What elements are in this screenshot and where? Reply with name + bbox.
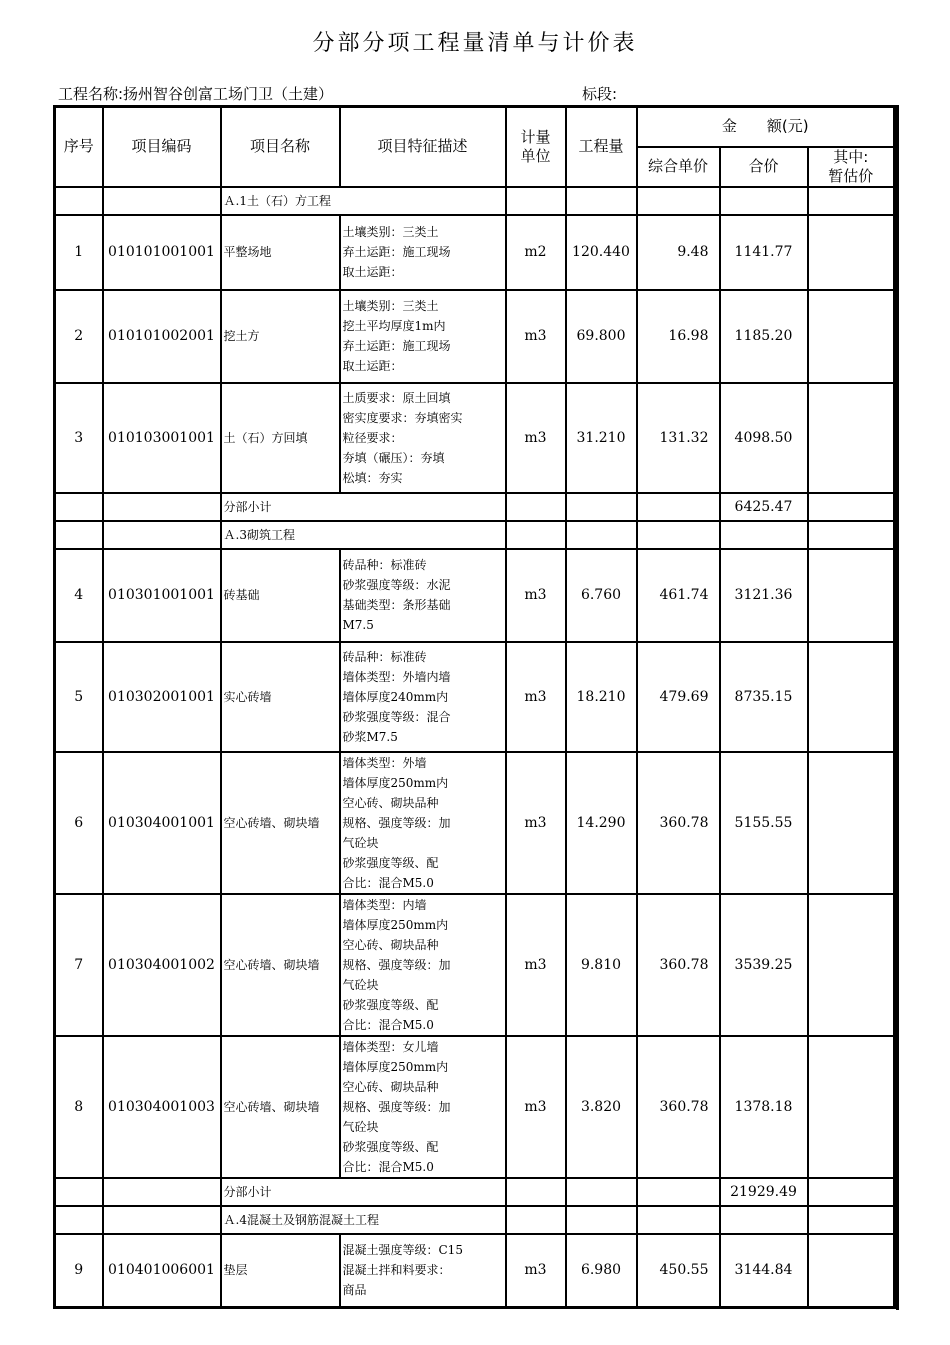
section-title: Ａ.4混凝土及钢筋混凝土工程	[221, 1206, 506, 1234]
row-provisional	[808, 1036, 895, 1178]
row-provisional	[808, 894, 895, 1036]
table-row	[55, 383, 895, 493]
row-unit-price: 479.69	[637, 642, 720, 752]
row-qty: 31.210	[566, 383, 637, 493]
row-qty: 9.810	[566, 894, 637, 1036]
table-row	[55, 1036, 895, 1178]
empty-cell	[566, 1206, 637, 1234]
table-row	[55, 752, 895, 894]
row-desc: 混凝土强度等级：C15 混凝土拌和料要求： 商品	[340, 1234, 506, 1308]
row-total: 4098.50	[720, 383, 808, 493]
row-desc: 土质要求：原土回填 密实度要求：夯填密实 粒径要求： 夯填（碾压）：夯填 松填：夯实	[340, 383, 506, 493]
empty-cell	[103, 1178, 221, 1206]
empty-cell	[808, 1178, 895, 1206]
empty-cell	[55, 187, 103, 215]
row-unit: m3	[506, 894, 566, 1036]
empty-cell	[808, 1206, 895, 1234]
row-provisional	[808, 215, 895, 290]
table-row	[55, 1234, 895, 1308]
empty-cell	[103, 521, 221, 549]
section-row	[55, 1206, 895, 1234]
row-provisional	[808, 383, 895, 493]
empty-cell	[566, 521, 637, 549]
row-qty: 14.290	[566, 752, 637, 894]
empty-cell	[103, 1206, 221, 1234]
table-row	[55, 549, 895, 642]
subtotal-row	[55, 493, 895, 521]
subtotal-value: 6425.47	[720, 493, 808, 521]
row-desc: 土壤类别：三类土 弃土运距：施工现场 取土运距：	[340, 215, 506, 290]
row-unit-price: 360.78	[637, 1036, 720, 1178]
empty-cell	[637, 493, 720, 521]
row-seq: 6	[55, 752, 103, 894]
row-provisional	[808, 290, 895, 383]
header-total: 合价	[720, 147, 808, 187]
row-name: 空心砖墙、砌块墙	[221, 894, 340, 1036]
row-name: 挖土方	[221, 290, 340, 383]
row-code: 010304001003	[103, 1036, 221, 1178]
row-total: 3144.84	[720, 1234, 808, 1308]
row-unit: m2	[506, 215, 566, 290]
row-desc: 砖品种：标准砖 砂浆强度等级：水泥 基础类型：条形基础 M7.5	[340, 549, 506, 642]
row-qty: 3.820	[566, 1036, 637, 1178]
header-desc: 项目特征描述	[340, 107, 506, 187]
section-label: 标段:	[582, 85, 618, 103]
empty-cell	[103, 187, 221, 215]
row-qty: 18.210	[566, 642, 637, 752]
project-name: 工程名称:扬州智谷创富工场门卫（土建）	[58, 85, 334, 103]
empty-cell	[506, 521, 566, 549]
row-unit-price: 131.32	[637, 383, 720, 493]
row-desc: 墙体类型：女儿墙 墙体厚度250mm内 空心砖、砌块品种 规格、强度等级：加 气砼块 砂浆强度等级、配 合比：混合M5.0	[340, 1036, 506, 1178]
subtotal-value: 21929.49	[720, 1178, 808, 1206]
row-code: 010304001002	[103, 894, 221, 1036]
row-provisional	[808, 752, 895, 894]
row-unit-price: 9.48	[637, 215, 720, 290]
empty-cell	[55, 1178, 103, 1206]
table-right-border	[896, 105, 899, 1310]
row-desc: 墙体类型：外墙 墙体厚度250mm内 空心砖、砌块品种 规格、强度等级：加 气砼块 砂浆强度等级、配 合比：混合M5.0	[340, 752, 506, 894]
section-row	[55, 521, 895, 549]
subtotal-label: 分部小计	[221, 1178, 506, 1206]
row-total: 3539.25	[720, 894, 808, 1036]
row-unit: m3	[506, 1036, 566, 1178]
table-row	[55, 215, 895, 290]
empty-cell	[637, 187, 720, 215]
page-title: 分部分项工程量清单与计价表	[312, 31, 638, 56]
empty-cell	[506, 1178, 566, 1206]
empty-cell	[103, 493, 221, 521]
row-qty: 120.440	[566, 215, 637, 290]
row-provisional	[808, 642, 895, 752]
row-seq: 7	[55, 894, 103, 1036]
row-code: 010304001001	[103, 752, 221, 894]
empty-cell	[720, 1206, 808, 1234]
row-code: 010401006001	[103, 1234, 221, 1308]
row-provisional	[808, 1234, 895, 1308]
row-name: 土（石）方回填	[221, 383, 340, 493]
table-row	[55, 642, 895, 752]
row-seq: 4	[55, 549, 103, 642]
empty-cell	[808, 521, 895, 549]
row-qty: 6.980	[566, 1234, 637, 1308]
header-qty: 工程量	[566, 107, 637, 187]
row-desc: 砖品种：标准砖 墙体类型：外墙内墙 墙体厚度240mm内 砂浆强度等级：混合 砂浆M7.5	[340, 642, 506, 752]
row-seq: 9	[55, 1234, 103, 1308]
row-seq: 8	[55, 1036, 103, 1178]
row-unit-price: 16.98	[637, 290, 720, 383]
row-total: 5155.55	[720, 752, 808, 894]
row-name: 空心砖墙、砌块墙	[221, 1036, 340, 1178]
row-desc: 墙体类型：内墙 墙体厚度250mm内 空心砖、砌块品种 规格、强度等级：加 气砼块 砂浆强度等级、配 合比：混合M5.0	[340, 894, 506, 1036]
empty-cell	[55, 1206, 103, 1234]
row-code: 010101002001	[103, 290, 221, 383]
subtotal-label: 分部小计	[221, 493, 506, 521]
row-seq: 1	[55, 215, 103, 290]
empty-cell	[506, 1206, 566, 1234]
table-row	[55, 290, 895, 383]
row-total: 1141.77	[720, 215, 808, 290]
header-provisional: 其中:暂估价	[808, 147, 895, 187]
row-total: 1185.20	[720, 290, 808, 383]
row-name: 空心砖墙、砌块墙	[221, 752, 340, 894]
row-unit: m3	[506, 383, 566, 493]
empty-cell	[637, 1178, 720, 1206]
header-code: 项目编码	[103, 107, 221, 187]
row-qty: 69.800	[566, 290, 637, 383]
empty-cell	[808, 493, 895, 521]
row-unit: m3	[506, 549, 566, 642]
row-total: 1378.18	[720, 1036, 808, 1178]
empty-cell	[720, 521, 808, 549]
empty-cell	[566, 187, 637, 215]
empty-cell	[720, 187, 808, 215]
header-unit: 计量单位	[506, 107, 566, 187]
row-qty: 6.760	[566, 549, 637, 642]
row-name: 平整场地	[221, 215, 340, 290]
subtotal-row	[55, 1178, 895, 1206]
row-total: 3121.36	[720, 549, 808, 642]
row-code: 010101001001	[103, 215, 221, 290]
row-provisional	[808, 549, 895, 642]
row-unit-price: 360.78	[637, 894, 720, 1036]
empty-cell	[566, 493, 637, 521]
header-unit-price: 综合单价	[637, 147, 720, 187]
section-title: Ａ.1土（石）方工程	[221, 187, 506, 215]
row-seq: 5	[55, 642, 103, 752]
table-row	[55, 894, 895, 1036]
row-unit: m3	[506, 290, 566, 383]
empty-cell	[55, 521, 103, 549]
row-code: 010301001001	[103, 549, 221, 642]
empty-cell	[637, 1206, 720, 1234]
row-desc: 土壤类别：三类土 挖土平均厚度1m内 弃土运距：施工现场 取土运距：	[340, 290, 506, 383]
row-name: 砖基础	[221, 549, 340, 642]
header-amount: 金 额(元)	[637, 107, 895, 147]
row-unit: m3	[506, 752, 566, 894]
row-code: 010302001001	[103, 642, 221, 752]
row-name: 实心砖墙	[221, 642, 340, 752]
row-unit: m3	[506, 1234, 566, 1308]
row-total: 8735.15	[720, 642, 808, 752]
row-unit: m3	[506, 642, 566, 752]
section-title: Ａ.3砌筑工程	[221, 521, 506, 549]
row-unit-price: 461.74	[637, 549, 720, 642]
empty-cell	[506, 187, 566, 215]
row-code: 010103001001	[103, 383, 221, 493]
empty-cell	[808, 187, 895, 215]
empty-cell	[637, 521, 720, 549]
row-unit-price: 360.78	[637, 752, 720, 894]
row-name: 垫层	[221, 1234, 340, 1308]
empty-cell	[566, 1178, 637, 1206]
section-row	[55, 187, 895, 215]
row-unit-price: 450.55	[637, 1234, 720, 1308]
header-name: 项目名称	[221, 107, 340, 187]
header-seq: 序号	[55, 107, 103, 187]
empty-cell	[55, 493, 103, 521]
empty-cell	[506, 493, 566, 521]
row-seq: 2	[55, 290, 103, 383]
bill-of-quantities-table	[53, 105, 896, 1309]
row-seq: 3	[55, 383, 103, 493]
